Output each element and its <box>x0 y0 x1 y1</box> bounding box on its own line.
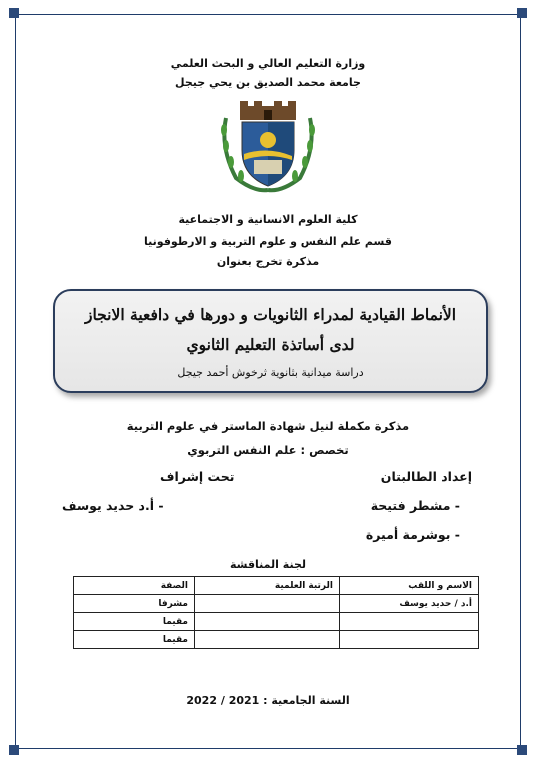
thesis-title-line2: لدى أساتذة التعليم الثانوي <box>186 335 355 354</box>
academic-year: السنة الجامعية : 2021 / 2022 <box>186 694 350 707</box>
student-name: - بوشرمة أميرة <box>365 527 460 542</box>
table-cell <box>195 595 340 613</box>
memo-label: مذكرة تخرج بعنوان <box>216 255 320 268</box>
jury-table <box>73 576 479 649</box>
table-cell <box>195 631 340 649</box>
bullet-icon: - <box>154 498 164 513</box>
faculty-name: كلية العلوم الانسانية و الاجتماعية <box>178 213 358 226</box>
title-box <box>53 289 488 393</box>
table-cell <box>340 631 479 649</box>
table-cell: مقيما <box>74 631 195 649</box>
jury-heading: لجنة المناقشة <box>229 558 306 571</box>
thesis-title-line1: الأنماط القيادية لمدراء الثانويات و دورها في دافعية الانجاز <box>84 305 457 324</box>
university-logo <box>214 98 322 194</box>
thesis-subtitle: دراسة ميدانية بثانوية ثرخوش أحمد جيجل <box>177 366 364 379</box>
table-header-row <box>74 577 479 595</box>
table-cell: أ.د / حديد يوسف <box>340 595 479 613</box>
student-name: - مشطر فتيحة <box>370 498 460 513</box>
department-name: قسم علم النفس و علوم التربية و الارطوفونيا <box>144 235 392 248</box>
table-cell: مشرفا <box>74 595 195 613</box>
bullet-icon: - <box>450 527 460 542</box>
column-header: الصفة <box>74 577 195 595</box>
table-row <box>74 613 479 631</box>
bullet-icon: - <box>450 498 460 513</box>
ministry-name: وزارة التعليم العالي و البحث العلمي <box>170 57 366 70</box>
supervisor-name: - أ.د حديد يوسف <box>62 498 164 513</box>
corner-ornament <box>9 8 19 18</box>
supervision-heading: تحت إشراف <box>160 469 235 484</box>
degree-text: مذكرة مكملة لنيل شهادة الماستر في علوم التربية <box>126 419 410 433</box>
corner-ornament <box>9 745 19 755</box>
table-cell: مقيما <box>74 613 195 631</box>
column-header: الرتبة العلمية <box>195 577 340 595</box>
column-header: الاسم و اللقب <box>340 577 479 595</box>
corner-ornament <box>517 745 527 755</box>
corner-ornament <box>517 8 527 18</box>
specialty-text: تخصص : علم النفس التربوي <box>187 443 349 457</box>
students-heading: إعداد الطالبتان <box>380 469 472 484</box>
university-name: جامعة محمد الصديق بن يحي جيجل <box>175 76 361 89</box>
table-cell <box>195 613 340 631</box>
table-cell <box>340 613 479 631</box>
table-row <box>74 631 479 649</box>
table-row <box>74 595 479 613</box>
